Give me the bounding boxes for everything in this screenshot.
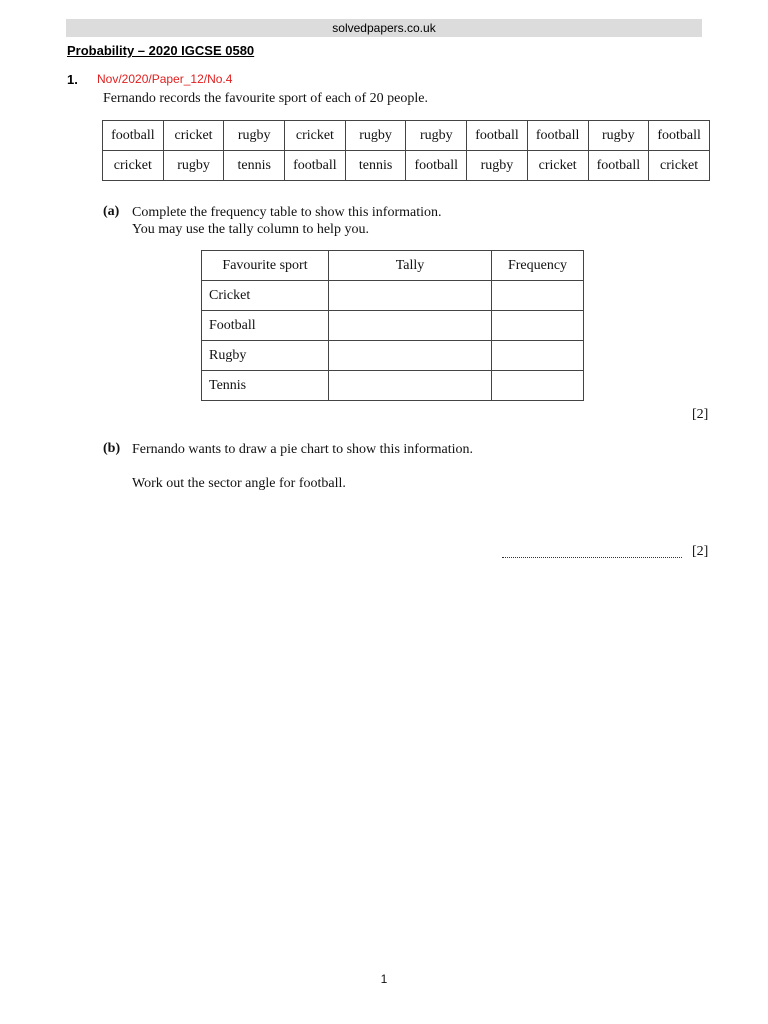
question-reference: Nov/2020/Paper_12/No.4 — [97, 72, 233, 86]
part-b-marks: [2] — [692, 544, 709, 559]
tally-cell[interactable] — [329, 371, 492, 401]
grid-cell: cricket — [649, 151, 710, 181]
tally-cell[interactable] — [329, 341, 492, 371]
grid-cell: rugby — [224, 121, 285, 151]
table-row — [202, 371, 584, 401]
grid-cell: cricket — [163, 121, 224, 151]
sport-tennis: Tennis — [202, 371, 329, 401]
frequency-cell[interactable] — [492, 311, 584, 341]
header-tally: Tally — [329, 251, 492, 281]
grid-cell: tennis — [224, 151, 285, 181]
grid-cell: cricket — [285, 121, 346, 151]
grid-cell: rugby — [163, 151, 224, 181]
header-favourite-sport: Favourite sport — [202, 251, 329, 281]
grid-cell: rugby — [406, 121, 467, 151]
grid-cell: football — [527, 121, 588, 151]
tally-cell[interactable] — [329, 311, 492, 341]
frequency-table-header — [202, 251, 584, 281]
header-frequency: Frequency — [492, 251, 584, 281]
answer-line[interactable] — [502, 545, 682, 558]
part-b-instruction-2: Work out the sector angle for football. — [132, 476, 346, 491]
sport-cricket: Cricket — [202, 281, 329, 311]
grid-cell: rugby — [345, 121, 406, 151]
frequency-cell[interactable] — [492, 371, 584, 401]
site-header-bar — [66, 19, 702, 37]
part-b-label: (b) — [103, 441, 121, 456]
table-row — [202, 341, 584, 371]
question-number: 1. — [67, 72, 78, 87]
frequency-cell[interactable] — [492, 281, 584, 311]
part-a-instruction-1: Complete the frequency table to show this information. — [132, 205, 442, 220]
tally-cell[interactable] — [329, 281, 492, 311]
part-a-marks: [2] — [692, 407, 709, 422]
grid-row-2 — [103, 151, 710, 181]
site-url[interactable]: solvedpapers.co.uk — [332, 21, 436, 35]
part-b-instruction-1: Fernando wants to draw a pie chart to show this information. — [132, 442, 473, 457]
sports-data-grid — [102, 120, 710, 181]
grid-cell: football — [649, 121, 710, 151]
table-row — [202, 281, 584, 311]
page-number: 1 — [380, 972, 388, 986]
grid-cell: football — [103, 121, 164, 151]
grid-cell: tennis — [345, 151, 406, 181]
table-row — [202, 311, 584, 341]
grid-cell: football — [588, 151, 649, 181]
grid-row-1 — [103, 121, 710, 151]
question-intro: Fernando records the favourite sport of each of 20 people. — [103, 91, 428, 106]
grid-cell: football — [285, 151, 346, 181]
part-a-instruction-2: You may use the tally column to help you. — [132, 222, 369, 237]
frequency-table — [201, 250, 584, 401]
sport-rugby: Rugby — [202, 341, 329, 371]
document-title: Probability – 2020 IGCSE 0580 — [67, 43, 255, 58]
frequency-cell[interactable] — [492, 341, 584, 371]
sport-football: Football — [202, 311, 329, 341]
grid-cell: cricket — [103, 151, 164, 181]
grid-cell: football — [406, 151, 467, 181]
part-a-label: (a) — [103, 204, 120, 219]
grid-cell: football — [467, 121, 528, 151]
grid-cell: rugby — [588, 121, 649, 151]
grid-cell: cricket — [527, 151, 588, 181]
grid-cell: rugby — [467, 151, 528, 181]
